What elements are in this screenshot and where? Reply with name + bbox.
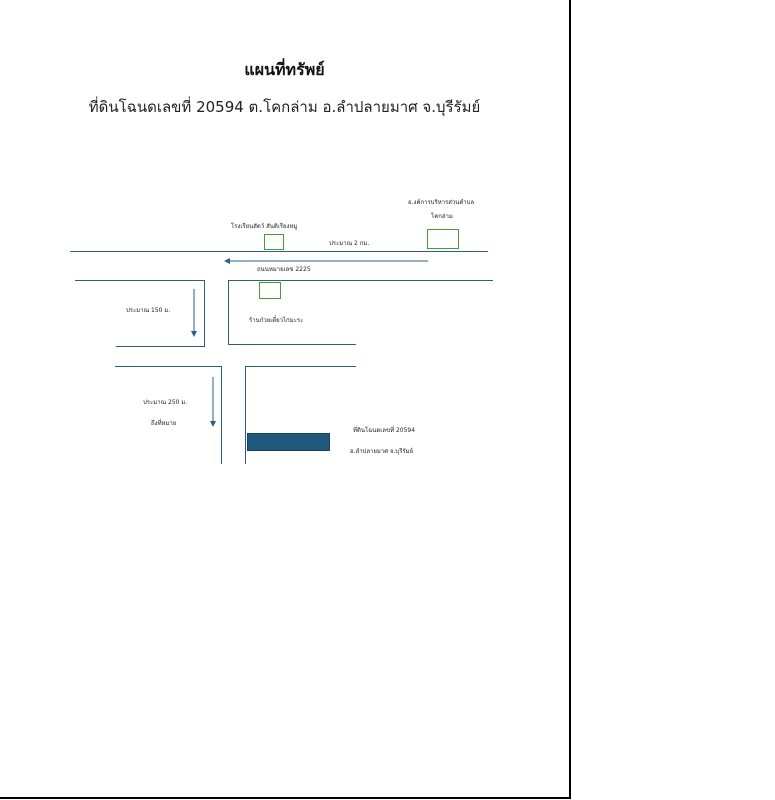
map-subtitle: ที่ดินโฉนดเลขที่ 20594 ต.โคกล่าม อ.ลำปลายมาศ จ.บุรีรัมย์ xyxy=(88,98,481,116)
distance-150m-label: ประมาณ 150 ม. xyxy=(126,307,171,314)
map-title: แผนที่ทรัพย์ xyxy=(244,60,325,79)
school-label: โรงเรียนสัตว์ สันติเรียงหมู xyxy=(231,223,298,230)
distance-250m-label: ประมาณ 250 ม. xyxy=(143,399,188,406)
shop-label: ร้านก๋วยเตี๋ยวไก่มะระ xyxy=(249,317,304,324)
sao-label-line2: โคกล่าม xyxy=(431,213,453,220)
destination-label: ถึงที่หมาย xyxy=(151,420,177,427)
parcel-label-line1: ที่ดินโฉนดเลขที่ 20594 xyxy=(353,427,416,434)
highway-number-label: ถนนหมายเลข 2225 xyxy=(257,266,311,273)
sao-label-line1: อ.งค์การบริหารส่วนตำบล xyxy=(408,199,475,206)
distance-2km-label: ประมาณ 2 กม. xyxy=(329,240,370,247)
parcel-label-line2: อ.ลำปลายมาศ จ.บุรีรัมย์ xyxy=(350,448,414,455)
